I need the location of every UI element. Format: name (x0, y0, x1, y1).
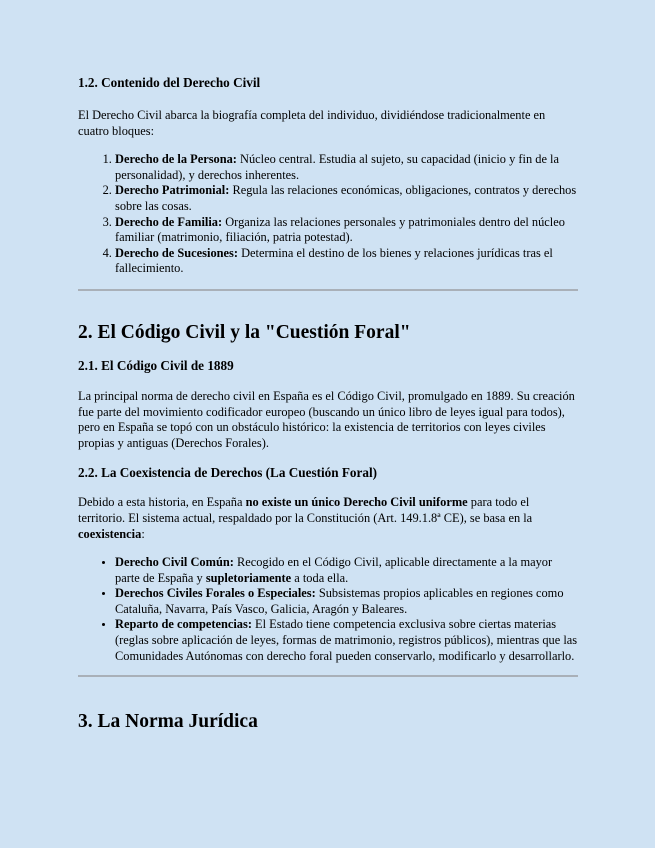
list-item (115, 152, 578, 183)
list-item (115, 183, 578, 214)
section-2-heading: 2. El Código Civil y la "Cuestión Foral" (78, 321, 411, 343)
section-1-2-intro: El Derecho Civil abarca la biografía completa del individuo, dividiéndose tradicionalmente en cuatro bloques: (78, 108, 546, 138)
list-item (115, 617, 578, 664)
list-item-text: El Estado tiene competencia exclusiva sobre ciertas materias (reglas sobre aplicación de leyes, formas de matrimonio, registros públicos), mientras que las Comunidades Autónomas con derecho foral pueden conservarlo, modificarlo y desarrollarlo. (115, 617, 578, 663)
section-3-heading: 3. La Norma Jurídica (78, 711, 258, 733)
section-1-2-heading: 1.2. Contenido del Derecho Civil (78, 75, 261, 90)
civil-law-blocks-list (78, 152, 578, 277)
list-item-text: Núcleo central. Estudia al sujeto, su capacidad (inicio y fin de la personalidad), y derechos inherentes. (115, 152, 559, 182)
list-item (115, 215, 578, 246)
section-2-1-text: La principal norma de derecho civil en España es el Código Civil, promulgado en 1889. Su creación fue parte del movimiento codificador europeo (buscando un único libro de leyes igual para todos), pero en España se topó con un obstáculo histórico: la existencia de territorios con leyes civiles propias y antiguas (Derechos Forales). (78, 388, 575, 450)
coexistence-list (78, 555, 578, 664)
list-item-term: Derecho Civil Común: (115, 555, 234, 570)
list-item: • Derecho Civil Común: Recogido en el Código Civil, aplicable directamente a la mayor parte de España y supletoriamente a toda ella. (115, 555, 578, 586)
list-item-term: Derecho de la Persona: (115, 152, 237, 167)
section-divider (78, 289, 578, 291)
list-item-text: Subsistemas propios aplicables en regiones como Cataluña, Navarra, País Vasco, Galicia, Aragón y Baleares. (115, 586, 564, 616)
document-content (78, 74, 578, 734)
list-item (115, 246, 578, 277)
list-item (115, 586, 578, 617)
section-2-1-heading: 2.1. El Código Civil de 1889 (78, 357, 234, 373)
list-item-term: Derecho de Sucesiones: (115, 245, 238, 260)
list-item-text: Regula las relaciones económicas, obligaciones, contratos y derechos sobre las cosas. (115, 183, 577, 213)
list-item-term: Derecho de Familia: (115, 214, 223, 229)
section-2-2-heading: 2.2. La Coexistencia de Derechos (La Cuestión Foral) (78, 465, 378, 481)
list-item-term: Reparto de competencias: (115, 617, 252, 632)
section-2-2-intro: Debido a esta historia, en España no existe un único Derecho Civil uniforme para todo el territorio. El sistema actual, respaldado por la Constitución (Art. 149.1.8ª CE), se basa en la coexistencia: (78, 495, 533, 541)
list-item-term: Derechos Civiles Forales o Especiales: (115, 586, 316, 601)
list-item-term: Derecho Patrimonial: (115, 183, 230, 198)
list-item-text: Determina el destino de los bienes y relaciones jurídicas tras el fallecimiento. (115, 245, 553, 276)
list-item-text: Organiza las relaciones personales y patrimoniales dentro del núcleo familiar (matrimonio, filiación, patria potestad). (115, 214, 565, 245)
section-divider (78, 675, 578, 677)
